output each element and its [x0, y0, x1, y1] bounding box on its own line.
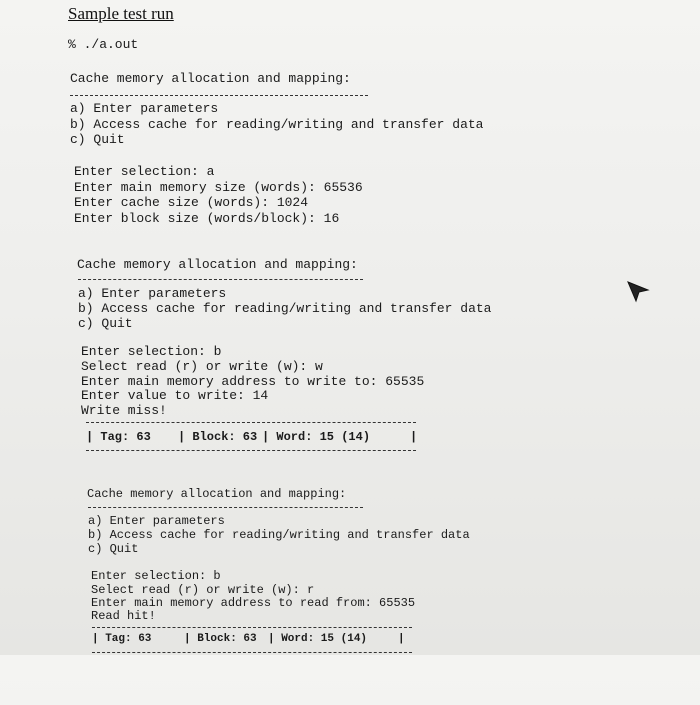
menu-divider	[78, 279, 363, 280]
menu-title: Cache memory allocation and mapping:	[77, 257, 358, 272]
menu-title: Cache memory allocation and mapping:	[87, 487, 347, 501]
cache-size-line: Enter cache size (words): 1024	[74, 195, 309, 210]
menu-option-c: c) Quit	[78, 316, 133, 331]
tag-field: | Tag: 63	[86, 430, 151, 444]
row-divider	[86, 450, 416, 451]
row-divider	[92, 652, 412, 653]
menu-option-b: b) Access cache for reading/writing and transfer data	[88, 528, 470, 542]
address-line: Enter main memory address to write to: 65535	[81, 374, 425, 389]
memory-size-line: Enter main memory size (words): 65536	[74, 180, 363, 195]
menu-option-a: a) Enter parameters	[78, 286, 227, 301]
selection-line: Enter selection: a	[74, 164, 215, 179]
menu-option-c: c) Quit	[88, 542, 139, 556]
row-divider	[92, 627, 412, 628]
tag-field: | Tag: 63	[92, 633, 152, 645]
page-title: Sample test run	[68, 4, 174, 23]
value-line: Enter value to write: 14	[81, 388, 269, 403]
command-line: % ./a.out	[68, 37, 139, 52]
menu-option-b: b) Access cache for reading/writing and transfer data	[70, 117, 484, 132]
menu-divider	[88, 507, 363, 508]
word-field: | Word: 15 (14)	[262, 430, 371, 444]
cache-address-row	[92, 633, 422, 649]
result-line: Read hit!	[91, 609, 156, 623]
row-end-bar: |	[398, 633, 405, 645]
menu-divider	[70, 95, 368, 96]
menu-option-a: a) Enter parameters	[70, 101, 219, 116]
block-size-line: Enter block size (words/block): 16	[74, 211, 340, 226]
address-line: Enter main memory address to read from: 65535	[91, 596, 416, 610]
result-line: Write miss!	[81, 403, 167, 418]
read-write-line: Select read (r) or write (w): w	[81, 359, 323, 374]
read-write-line: Select read (r) or write (w): r	[91, 583, 315, 597]
menu-option-b: b) Access cache for reading/writing and transfer data	[78, 301, 492, 316]
mouse-pointer-icon	[626, 280, 650, 304]
block-field: | Block: 63	[178, 430, 258, 444]
row-divider	[86, 422, 416, 423]
menu-option-c: c) Quit	[70, 132, 125, 147]
block-field: | Block: 63	[184, 633, 257, 645]
menu-option-a: a) Enter parameters	[88, 514, 225, 528]
selection-line: Enter selection: b	[81, 344, 222, 359]
menu-title: Cache memory allocation and mapping:	[70, 71, 351, 86]
cache-address-row	[86, 430, 426, 446]
selection-line: Enter selection: b	[91, 569, 221, 583]
row-end-bar: |	[410, 430, 418, 444]
word-field: | Word: 15 (14)	[268, 633, 368, 645]
